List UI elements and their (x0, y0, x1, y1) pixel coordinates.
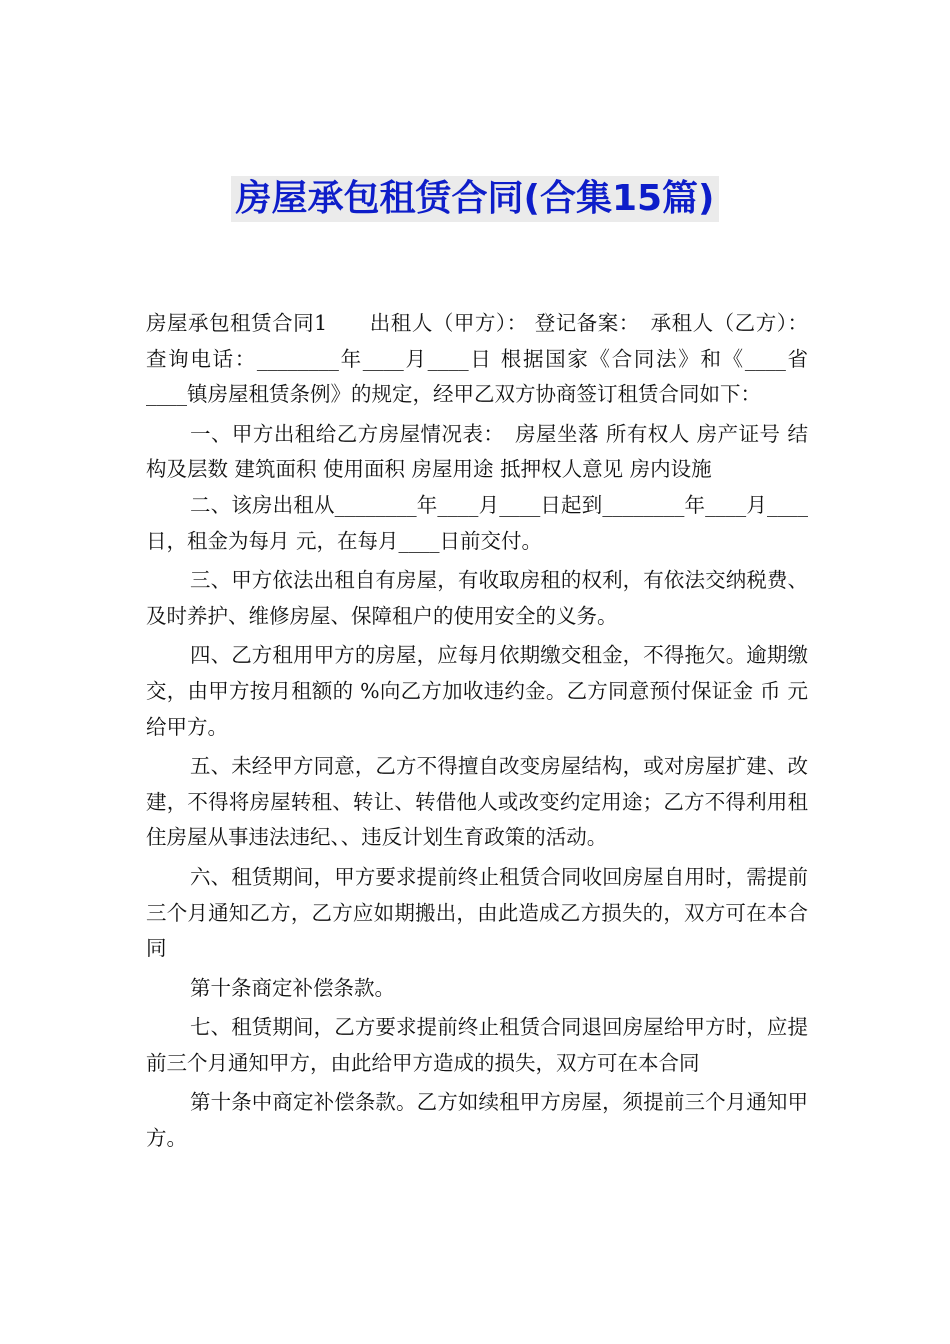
document-title: 房屋承包租赁合同(合集15篇) (231, 176, 718, 222)
document-body (146, 306, 808, 1157)
paragraph-1: 一、甲方出租给乙方房屋情况表： 房屋坐落 所有权人 房产证号 结构及层数 建筑面积 使用面积 房屋用途 抵押权人意见 房内设施 (146, 421, 808, 482)
paragraph-2: 二、该房出租从________年____月____日起到________年____月____日，租金为每月 元，在每月____日前交付。 (146, 492, 808, 553)
paragraph-4: 四、乙方租用甲方的房屋，应每月依期缴交租金，不得拖欠。逾期缴交，由甲方按月租额的 %向乙方加收违约金。乙方同意预付保证金 币 元给甲方。 (146, 643, 808, 739)
paragraph-7: 七、租赁期间，乙方要求提前终止租赁合同退回房屋给甲方时，应提前三个月通知甲方，由此给甲方造成的损失，双方可在本合同 (146, 1015, 808, 1075)
paragraph-6-cont: 第十条商定补偿条款。 (190, 975, 395, 1000)
paragraph-5: 五、未经甲方同意，乙方不得擅自改变房屋结构，或对房屋扩建、改建，不得将房屋转租、转让、转借他人或改变约定用途；乙方不得利用租住房屋从事违法违纪、、违反计划生育政策的活动。 (146, 754, 808, 850)
paragraph-3: 三、甲方依法出租自有房屋，有收取房租的权利，有依法交纳税费、及时养护、维修房屋、保障租户的使用安全的义务。 (146, 568, 808, 628)
paragraph-6: 六、租赁期间，甲方要求提前终止租赁合同收回房屋自用时，需提前三个月通知乙方，乙方应如期搬出，由此造成乙方损失的，双方可在本合同 (146, 864, 808, 961)
title-area (0, 176, 950, 222)
paragraph-intro: 房屋承包租赁合同1 出租人（甲方）： 登记备案： 承租人（乙方）： 查询电话：________年____月____日 根据国家《合同法》和《____省____镇房屋租赁条例》的规定，经甲乙双方协商签订租赁合同如下： (146, 311, 808, 407)
paragraph-7-cont: 第十条中商定补偿条款。乙方如续租甲方房屋，须提前三个月通知甲方。 (146, 1090, 808, 1151)
